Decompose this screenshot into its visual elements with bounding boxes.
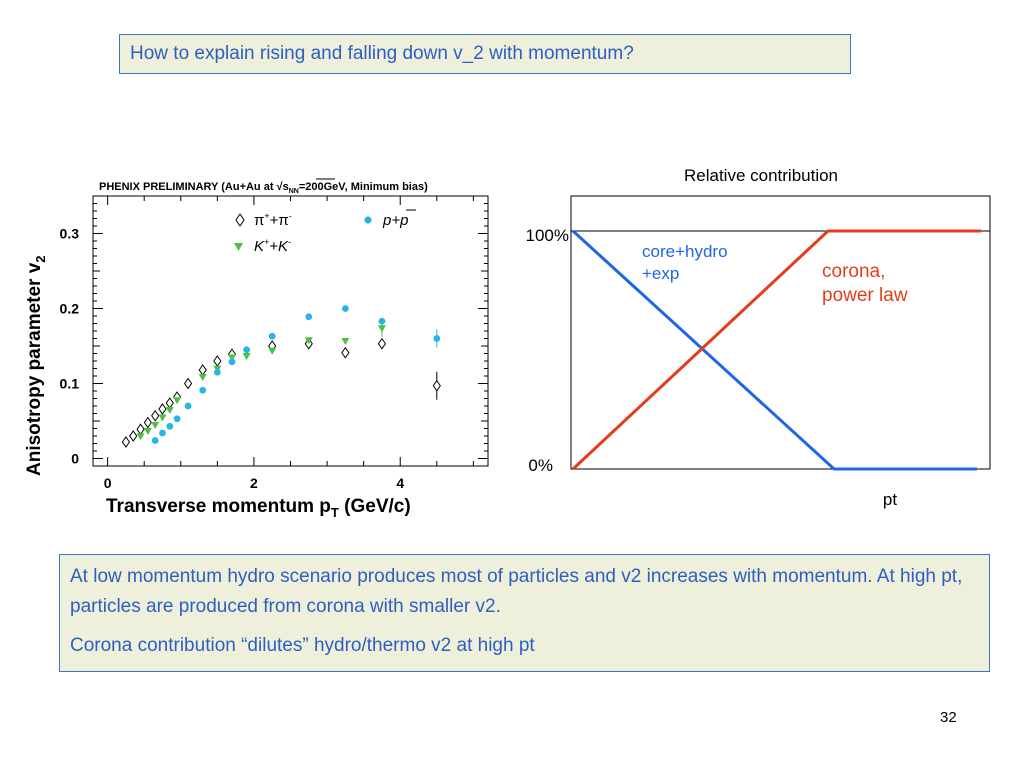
kaon-point xyxy=(378,325,386,332)
core-hydro-label xyxy=(642,242,732,283)
kaon-point xyxy=(173,397,181,404)
legend-proton-label xyxy=(382,212,408,229)
phenix-title-sqrt: √ xyxy=(276,181,283,193)
core-hydro-label-line2: +exp xyxy=(642,264,680,283)
pion-point xyxy=(185,379,192,389)
phenix-xlabel xyxy=(106,496,411,520)
legend-proton-marker xyxy=(364,216,371,223)
phenix-ylabel-sub: 2 xyxy=(33,255,48,263)
pion-point xyxy=(199,365,206,375)
phenix-ytick-label: 0 xyxy=(71,450,79,467)
legend-kaon-marker xyxy=(234,243,243,251)
corona-label-line2: power law xyxy=(822,285,908,306)
proton-point xyxy=(342,305,349,312)
legend-pion-sup1: + xyxy=(264,211,270,221)
legend-pion-base: π xyxy=(254,212,265,229)
proton-point xyxy=(243,346,250,353)
kaon-point xyxy=(199,374,207,381)
pion-point xyxy=(433,381,440,391)
legend-kaon-mid: +K xyxy=(269,238,289,255)
proton-point xyxy=(433,335,440,342)
phenix-ytick-label: 0.3 xyxy=(59,225,79,242)
phenix-title-nn: NN xyxy=(288,188,299,195)
proton-point xyxy=(379,318,386,325)
explanation-paragraph-1: At low momentum hydro scenario produces most of particles and v2 increases with momentum. At high pt, particles are produced from corona with smaller v2. xyxy=(70,566,963,617)
proton-point xyxy=(269,333,276,340)
schematic-title: Relative contribution xyxy=(683,166,839,185)
phenix-ytick-label: 0.2 xyxy=(59,300,79,317)
legend-kaon-sup1: + xyxy=(264,237,270,247)
proton-point xyxy=(214,369,221,376)
slide-title: How to explain rising and falling down v_2 with momentum? xyxy=(119,34,851,74)
proton-point xyxy=(159,430,166,437)
proton-point xyxy=(199,387,206,394)
phenix-chart-title xyxy=(99,181,428,195)
legend-pion-marker xyxy=(236,214,244,226)
phenix-xtick-label: 4 xyxy=(396,475,405,491)
legend-kaon-label xyxy=(254,237,291,255)
kaon-point xyxy=(341,338,349,345)
schematic-plot-frame xyxy=(571,196,990,469)
phenix-ylabel-main: Anisotropy parameter v xyxy=(24,262,45,476)
pion-point xyxy=(144,418,151,428)
pion-point xyxy=(214,356,221,366)
pion-point xyxy=(166,398,173,408)
proton-point xyxy=(152,437,159,444)
page-number: 32 xyxy=(940,709,957,726)
schematic-lines xyxy=(573,231,981,469)
pion-point xyxy=(130,431,137,441)
legend-proton-bar-letter: p xyxy=(400,212,409,229)
pion-point xyxy=(137,424,144,434)
core-hydro-label-line1: core+hydro xyxy=(642,242,728,261)
core-hydro-line xyxy=(573,231,977,469)
proton-point xyxy=(166,423,173,430)
legend-pion-sup2: - xyxy=(288,211,292,221)
kaon-point xyxy=(151,422,159,429)
legend-kaon-base: K xyxy=(254,238,265,255)
corona-line xyxy=(573,231,981,469)
legend-kaon-sup2: - xyxy=(288,237,292,247)
schematic-xlabel: pt xyxy=(882,490,898,509)
pion-point xyxy=(159,404,166,414)
pion-point xyxy=(342,348,349,358)
phenix-xlabel-sub: T xyxy=(330,505,339,520)
explanation-paragraph-2: Corona contribution “dilutes” hydro/thermo v2 at high pt xyxy=(70,635,535,656)
phenix-title-prefix: PHENIX PRELIMINARY (Au+Au at xyxy=(99,181,277,193)
legend-pion-mid: +π xyxy=(269,212,289,229)
pion-point xyxy=(152,411,159,421)
phenix-title-suffix: =200GeV, Minimum bias) xyxy=(298,181,428,193)
phenix-xtick-label: 0 xyxy=(103,475,112,491)
phenix-title-s: s xyxy=(282,181,289,193)
schematic-ytick-100: 100% xyxy=(525,226,569,245)
proton-point xyxy=(305,313,312,320)
phenix-legend xyxy=(234,210,416,255)
relative-contribution-chart xyxy=(526,166,990,509)
corona-label-line1: corona, xyxy=(822,261,886,282)
kaon-point xyxy=(268,348,276,355)
phenix-data-points xyxy=(122,305,440,447)
schematic-ytick-0: 0% xyxy=(528,456,553,475)
phenix-ytick-label: 0.1 xyxy=(59,375,79,392)
phenix-xlabel-main: Transverse momentum p xyxy=(106,496,331,517)
phenix-xtick-labels xyxy=(104,475,405,491)
proton-point xyxy=(185,403,192,410)
legend-proton-text: p+ xyxy=(383,212,401,229)
legend-pion-label xyxy=(254,211,292,229)
pion-point xyxy=(122,437,129,447)
proton-point xyxy=(229,358,236,365)
proton-point xyxy=(174,415,181,422)
phenix-v2-chart xyxy=(24,179,488,520)
kaon-point xyxy=(137,433,145,440)
explanation-box xyxy=(59,554,990,672)
phenix-ytick-labels xyxy=(60,226,80,467)
pion-point xyxy=(378,339,385,349)
kaon-point xyxy=(158,415,166,422)
phenix-xlabel-suffix: (GeV/c) xyxy=(338,496,411,517)
kaon-point xyxy=(144,428,152,435)
kaon-point xyxy=(166,407,174,414)
phenix-ylabel xyxy=(24,255,48,476)
kaon-point xyxy=(243,353,251,360)
corona-label xyxy=(822,261,908,306)
phenix-xtick-label: 2 xyxy=(250,475,258,491)
